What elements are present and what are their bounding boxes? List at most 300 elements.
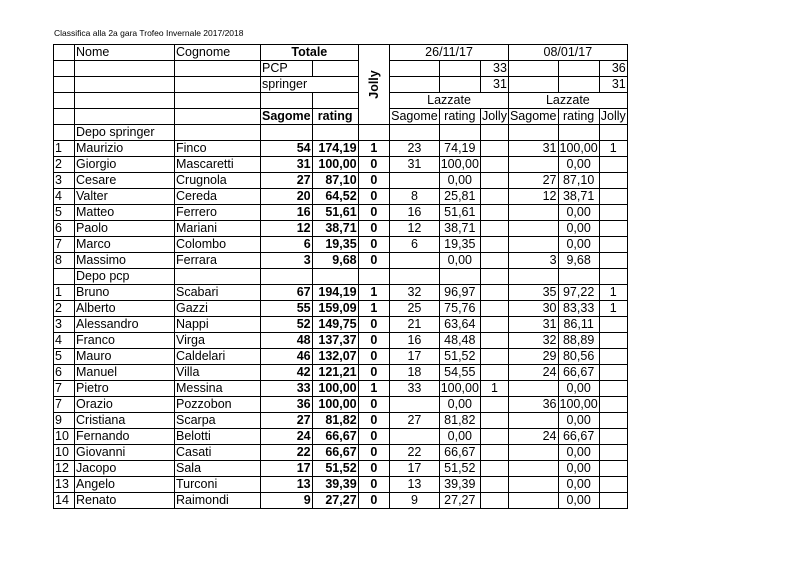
jolly-cell: 0 (358, 477, 390, 493)
jolly-cell: 0 (358, 445, 390, 461)
race1-sagome-cell (390, 397, 440, 413)
last-name-cell: Mariani (175, 221, 261, 237)
first-name-cell: Fernando (75, 429, 175, 445)
header-sub-jolly-1: Jolly (481, 109, 507, 123)
position-cell: 7 (54, 397, 75, 413)
total-sagome-cell: 48 (261, 333, 313, 349)
last-name-cell: Raimondi (175, 493, 261, 509)
first-name-cell: Angelo (75, 477, 175, 493)
empty-cell (508, 125, 558, 141)
header-springer: springer (261, 77, 359, 93)
total-rating-cell: 51,52 (312, 461, 358, 477)
position-cell: 10 (54, 429, 75, 445)
header-location-1: Lazzate (390, 93, 509, 109)
first-name-cell: Valter (75, 189, 175, 205)
table-row (54, 381, 628, 397)
race2-rating-cell: 100,00 (559, 397, 598, 411)
race2-sagome-cell: 31 (508, 141, 558, 157)
empty-cell (358, 125, 390, 141)
position-cell: 9 (54, 413, 75, 429)
race1-rating-cell: 48,48 (439, 333, 480, 349)
race2-rating-cell: 83,33 (558, 301, 599, 317)
race2-jolly-cell (599, 429, 627, 445)
race2-rating-cell: 0,00 (558, 237, 599, 253)
total-sagome-cell: 27 (261, 173, 313, 189)
table-row (54, 189, 628, 205)
race1-sagome-cell: 13 (390, 477, 440, 493)
race2-jolly-cell (599, 365, 627, 381)
first-name-cell: Alberto (75, 301, 175, 317)
position-cell: 4 (54, 333, 75, 349)
race2-jolly-cell (599, 173, 627, 189)
race2-rating-cell: 88,89 (558, 333, 599, 349)
race1-jolly-cell (480, 493, 508, 509)
header-g1-springer: 31 (480, 77, 508, 93)
empty-cell (599, 269, 627, 285)
table-row (54, 413, 628, 429)
last-name-cell: Turconi (175, 477, 261, 493)
race1-jolly-cell: 1 (480, 381, 508, 397)
empty-cell (312, 269, 358, 285)
position-cell: 3 (54, 317, 75, 333)
race1-jolly-cell (480, 349, 508, 365)
position-cell: 6 (54, 221, 75, 237)
empty-cell (480, 269, 508, 285)
race1-sagome-cell: 21 (390, 317, 440, 333)
total-rating-cell: 174,19 (312, 141, 358, 157)
header-g1-pcp: 33 (480, 61, 508, 77)
last-name-cell: Ferrara (175, 253, 261, 269)
race2-jolly-cell: 1 (599, 285, 627, 301)
table-row (54, 237, 628, 253)
total-sagome-cell: 17 (261, 461, 313, 477)
race2-jolly-cell (599, 445, 627, 461)
table-row (54, 349, 628, 365)
race2-jolly-cell (599, 205, 627, 221)
race2-jolly-cell (599, 317, 627, 333)
race2-sagome-cell (508, 493, 558, 509)
jolly-cell: 0 (358, 429, 390, 445)
race1-sagome-cell: 16 (390, 333, 440, 349)
race1-jolly-cell (480, 429, 508, 445)
position-cell: 4 (54, 189, 75, 205)
table-row (54, 365, 628, 381)
header-sagome: Sagome (262, 109, 311, 123)
empty-cell (261, 125, 313, 141)
table-row (54, 317, 628, 333)
race1-sagome-cell: 9 (390, 493, 440, 509)
header-g2-springer: 31 (599, 77, 627, 93)
last-name-cell: Gazzi (175, 301, 261, 317)
total-sagome-cell: 31 (261, 157, 313, 173)
race2-rating-cell: 0,00 (558, 493, 599, 509)
first-name-cell: Cristiana (75, 413, 175, 429)
last-name-cell: Scarpa (175, 413, 261, 429)
last-name-cell: Messina (175, 381, 261, 397)
total-sagome-cell: 24 (261, 429, 313, 445)
total-rating-cell: 137,37 (312, 333, 358, 349)
race1-jolly-cell (480, 477, 508, 493)
position-cell: 10 (54, 445, 75, 461)
position-cell: 7 (54, 237, 75, 253)
last-name-cell: Villa (175, 365, 261, 381)
race2-sagome-cell: 30 (508, 301, 558, 317)
first-name-cell: Bruno (75, 285, 175, 301)
race1-jolly-cell (480, 253, 508, 269)
ranking-table (53, 44, 628, 509)
position-cell: 2 (54, 301, 75, 317)
empty-cell (508, 269, 558, 285)
total-rating-cell: 132,07 (312, 349, 358, 365)
table-row (54, 333, 628, 349)
header-date-2: 08/01/17 (508, 45, 627, 61)
race1-rating-cell: 25,81 (439, 189, 480, 205)
race1-sagome-cell: 27 (390, 413, 440, 429)
jolly-cell: 0 (358, 157, 390, 173)
race1-sagome-cell: 33 (390, 381, 440, 397)
total-rating-cell: 121,21 (312, 365, 358, 381)
race1-jolly-cell (480, 445, 508, 461)
table-row (54, 141, 628, 157)
total-rating-cell: 81,82 (312, 413, 358, 429)
table-row (54, 253, 628, 269)
race1-jolly-cell (480, 365, 508, 381)
position-cell: 1 (54, 141, 75, 157)
header-pcp: PCP (261, 61, 313, 77)
race1-sagome-cell: 31 (390, 157, 440, 173)
race1-sagome-cell: 32 (390, 285, 440, 301)
position-cell: 6 (54, 365, 75, 381)
last-name-cell: Ferrero (175, 205, 261, 221)
empty-cell (558, 125, 599, 141)
total-rating-cell: 194,19 (312, 285, 358, 301)
race1-rating-cell: 74,19 (439, 141, 480, 157)
race2-sagome-cell: 32 (508, 333, 558, 349)
total-sagome-cell: 3 (261, 253, 313, 269)
table-row (54, 445, 628, 461)
table-row (54, 157, 628, 173)
race2-sagome-cell: 36 (508, 397, 558, 413)
jolly-cell: 0 (358, 173, 390, 189)
empty-cell (175, 269, 261, 285)
header-row-5 (54, 109, 628, 125)
empty-cell (439, 269, 480, 285)
race1-sagome-cell (390, 253, 440, 269)
group-title: Depo pcp (75, 269, 175, 285)
race2-sagome-cell (508, 461, 558, 477)
last-name-cell: Cereda (175, 189, 261, 205)
position-cell: 7 (54, 381, 75, 397)
total-rating-cell: 159,09 (312, 301, 358, 317)
race1-rating-cell: 51,52 (439, 349, 480, 365)
group-pos-cell (54, 269, 75, 285)
position-cell: 5 (54, 205, 75, 221)
jolly-cell: 0 (358, 237, 390, 253)
first-name-cell: Franco (75, 333, 175, 349)
race2-jolly-cell (599, 253, 627, 269)
total-rating-cell: 100,00 (312, 157, 358, 173)
race2-sagome-cell: 29 (508, 349, 558, 365)
race2-sagome-cell: 31 (508, 317, 558, 333)
total-rating-cell: 100,00 (312, 397, 358, 413)
race2-sagome-cell (508, 477, 558, 493)
race2-jolly-cell (599, 381, 627, 397)
race1-rating-cell: 100,00 (440, 157, 479, 171)
first-name-cell: Jacopo (75, 461, 175, 477)
race2-jolly-cell (599, 237, 627, 253)
race2-rating-cell: 66,67 (558, 429, 599, 445)
race2-jolly-cell (599, 157, 627, 173)
race1-rating-cell: 96,97 (439, 285, 480, 301)
race1-sagome-cell: 25 (390, 301, 440, 317)
total-rating-cell: 66,67 (312, 445, 358, 461)
total-sagome-cell: 54 (261, 141, 313, 157)
header-rating: rating (312, 109, 358, 125)
total-rating-cell: 66,67 (312, 429, 358, 445)
race1-rating-cell: 0,00 (439, 253, 480, 269)
last-name-cell: Mascaretti (175, 157, 261, 173)
race2-sagome-cell (508, 413, 558, 429)
jolly-cell: 0 (358, 189, 390, 205)
race1-sagome-cell: 22 (390, 445, 440, 461)
race1-sagome-cell: 18 (390, 365, 440, 381)
last-name-cell: Pozzobon (175, 397, 261, 413)
first-name-cell: Giovanni (75, 445, 175, 461)
race2-rating-cell: 0,00 (558, 381, 599, 397)
table-row (54, 461, 628, 477)
race1-rating-cell: 75,76 (439, 301, 480, 317)
table-row (54, 205, 628, 221)
race2-rating-cell: 80,56 (558, 349, 599, 365)
header-sub-jolly-2: Jolly (600, 109, 626, 123)
race1-jolly-cell (480, 285, 508, 301)
race1-sagome-cell: 8 (390, 189, 440, 205)
first-name-cell: Orazio (75, 397, 175, 413)
race2-sagome-cell (508, 221, 558, 237)
race2-sagome-cell: 24 (508, 365, 558, 381)
total-rating-cell: 51,61 (312, 205, 358, 221)
race1-rating-cell: 0,00 (439, 429, 480, 445)
race2-rating-cell: 87,10 (558, 173, 599, 189)
jolly-cell: 0 (358, 397, 390, 413)
race2-rating-cell: 0,00 (558, 445, 599, 461)
position-cell: 3 (54, 173, 75, 189)
total-sagome-cell: 67 (261, 285, 313, 301)
race2-rating-cell: 97,22 (558, 285, 599, 301)
race1-sagome-cell: 16 (390, 205, 440, 221)
race2-sagome-cell (508, 237, 558, 253)
first-name-cell: Matteo (75, 205, 175, 221)
jolly-cell: 0 (358, 317, 390, 333)
empty-cell (261, 269, 313, 285)
header-sub-rating-1: rating (439, 109, 480, 125)
empty-cell (358, 269, 390, 285)
jolly-cell: 0 (358, 349, 390, 365)
empty-cell (558, 269, 599, 285)
total-sagome-cell: 42 (261, 365, 313, 381)
total-sagome-cell: 16 (261, 205, 313, 221)
race2-sagome-cell: 27 (508, 173, 558, 189)
header-row-2 (54, 61, 628, 77)
race2-rating-cell: 86,11 (558, 317, 599, 333)
race2-jolly-cell (599, 493, 627, 509)
last-name-cell: Casati (175, 445, 261, 461)
race2-sagome-cell (508, 157, 558, 173)
race2-jolly-cell (599, 477, 627, 493)
race1-sagome-cell: 6 (390, 237, 440, 253)
jolly-cell: 0 (358, 493, 390, 509)
race1-jolly-cell (480, 157, 508, 173)
empty-cell (390, 125, 440, 141)
last-name-cell: Sala (175, 461, 261, 477)
header-jolly-label: Jolly (366, 70, 381, 99)
jolly-cell: 0 (358, 253, 390, 269)
race2-jolly-cell (599, 189, 627, 205)
table-row (54, 397, 628, 413)
race2-sagome-cell: 12 (508, 189, 558, 205)
header-location-2: Lazzate (508, 93, 627, 109)
jolly-cell: 0 (358, 365, 390, 381)
header-row-3 (54, 77, 628, 93)
race1-rating-cell: 66,67 (439, 445, 480, 461)
race2-jolly-cell (599, 397, 627, 413)
total-sagome-cell: 12 (261, 221, 313, 237)
total-sagome-cell: 55 (261, 301, 313, 317)
race1-rating-cell: 51,61 (439, 205, 480, 221)
race2-rating-cell: 38,71 (558, 189, 599, 205)
header-totale: Totale (261, 45, 359, 61)
race1-jolly-cell (480, 221, 508, 237)
empty-cell (312, 125, 358, 141)
race2-jolly-cell: 1 (599, 301, 627, 317)
race1-jolly-cell (480, 461, 508, 477)
header-g2-pcp: 36 (599, 61, 627, 77)
race2-rating-cell: 0,00 (558, 413, 599, 429)
group-pos-cell (54, 125, 75, 141)
race1-jolly-cell (480, 189, 508, 205)
total-sagome-cell: 52 (261, 317, 313, 333)
race1-rating-cell: 100,00 (440, 381, 479, 395)
jolly-cell: 0 (358, 333, 390, 349)
total-sagome-cell: 13 (261, 477, 313, 493)
total-sagome-cell: 33 (261, 381, 313, 397)
race1-jolly-cell (480, 141, 508, 157)
first-name-cell: Alessandro (75, 317, 175, 333)
race2-sagome-cell: 24 (508, 429, 558, 445)
total-rating-cell: 38,71 (312, 221, 358, 237)
race2-rating-cell: 0,00 (558, 221, 599, 237)
race1-jolly-cell (480, 333, 508, 349)
empty-cell (439, 125, 480, 141)
jolly-cell: 0 (358, 221, 390, 237)
race1-rating-cell: 54,55 (439, 365, 480, 381)
race1-rating-cell: 0,00 (439, 173, 480, 189)
empty-cell (175, 125, 261, 141)
race2-sagome-cell (508, 381, 558, 397)
position-cell: 13 (54, 477, 75, 493)
document-title: Classifica alla 2a gara Trofeo Invernale 2017/2018 (54, 28, 244, 38)
race1-jolly-cell (480, 413, 508, 429)
race1-rating-cell: 27,27 (439, 493, 480, 509)
total-rating-cell: 64,52 (312, 189, 358, 205)
header-row-4 (54, 93, 628, 109)
jolly-cell: 1 (358, 301, 390, 317)
race2-rating-cell: 66,67 (558, 365, 599, 381)
table-row (54, 173, 628, 189)
race1-sagome-cell (390, 429, 440, 445)
first-name-cell: Renato (75, 493, 175, 509)
empty-cell (480, 125, 508, 141)
race1-jolly-cell (480, 205, 508, 221)
race2-rating-cell: 100,00 (559, 141, 598, 155)
race2-rating-cell: 9,68 (558, 253, 599, 269)
race1-sagome-cell: 17 (390, 461, 440, 477)
race2-rating-cell: 0,00 (558, 461, 599, 477)
last-name-cell: Scabari (175, 285, 261, 301)
table-row (54, 301, 628, 317)
first-name-cell: Massimo (75, 253, 175, 269)
last-name-cell: Belotti (175, 429, 261, 445)
race1-rating-cell: 51,52 (439, 461, 480, 477)
jolly-cell: 1 (358, 141, 390, 157)
race2-sagome-cell: 3 (508, 253, 558, 269)
race1-rating-cell: 81,82 (439, 413, 480, 429)
total-sagome-cell: 20 (261, 189, 313, 205)
jolly-cell: 1 (358, 381, 390, 397)
table-row (54, 221, 628, 237)
total-rating-cell: 87,10 (312, 173, 358, 189)
header-cognome: Cognome (175, 45, 261, 61)
table-row (54, 493, 628, 509)
race2-jolly-cell (599, 349, 627, 365)
total-rating-cell: 39,39 (312, 477, 358, 493)
race1-rating-cell: 19,35 (439, 237, 480, 253)
header-pos (54, 45, 75, 61)
race2-jolly-cell (599, 333, 627, 349)
total-rating-cell: 100,00 (312, 381, 358, 397)
first-name-cell: Marco (75, 237, 175, 253)
race1-jolly-cell (480, 301, 508, 317)
race1-jolly-cell (480, 397, 508, 413)
table-row (54, 285, 628, 301)
race2-sagome-cell (508, 445, 558, 461)
position-cell: 1 (54, 285, 75, 301)
total-rating-cell: 27,27 (312, 493, 358, 509)
header-row-1 (54, 45, 628, 61)
race2-jolly-cell (599, 221, 627, 237)
first-name-cell: Giorgio (75, 157, 175, 173)
group-title: Depo springer (75, 125, 175, 141)
race2-sagome-cell (508, 205, 558, 221)
first-name-cell: Maurizio (75, 141, 175, 157)
empty-cell (390, 269, 440, 285)
race2-sagome-cell: 35 (508, 285, 558, 301)
race2-rating-cell: 0,00 (558, 205, 599, 221)
header-sub-rating-2: rating (558, 109, 599, 125)
jolly-cell: 1 (358, 285, 390, 301)
first-name-cell: Manuel (75, 365, 175, 381)
first-name-cell: Paolo (75, 221, 175, 237)
jolly-cell: 0 (358, 413, 390, 429)
race1-jolly-cell (480, 173, 508, 189)
header-nome: Nome (75, 45, 175, 61)
position-cell: 2 (54, 157, 75, 173)
last-name-cell: Virga (175, 333, 261, 349)
race1-sagome-cell: 12 (390, 221, 440, 237)
header-jolly (358, 45, 390, 125)
last-name-cell: Nappi (175, 317, 261, 333)
total-rating-cell: 9,68 (312, 253, 358, 269)
